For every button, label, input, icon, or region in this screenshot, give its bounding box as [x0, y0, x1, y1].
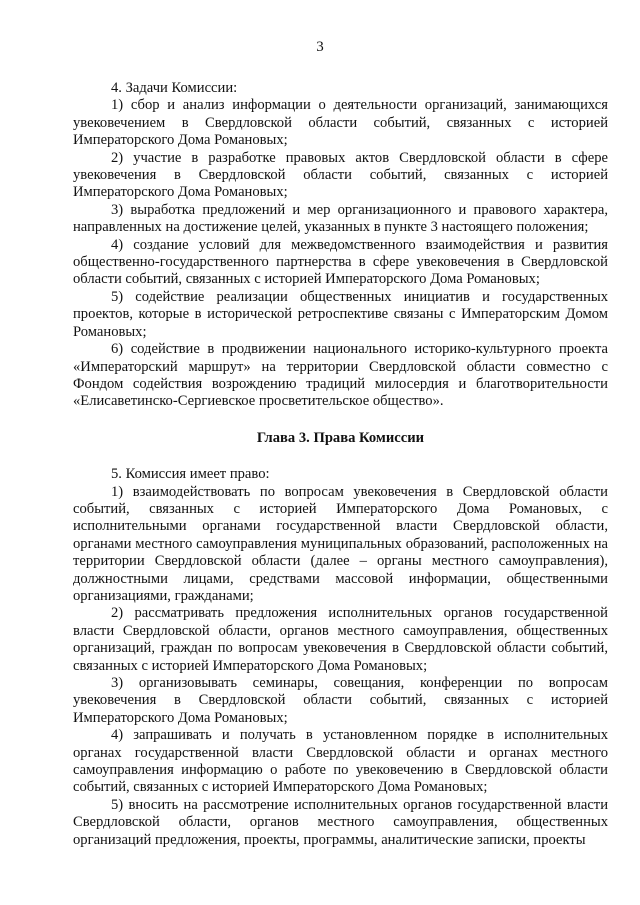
rights-intro: 5. Комиссия имеет право: — [111, 466, 270, 483]
section-4-heading: 4. Задачи Комиссии: — [111, 80, 238, 96]
task-item-5: 5) содействие реализации общественных инициатив и государственных проектов, которые в исторической ретроспективе связаны с Императорским Домом Романовых; — [73, 288, 608, 340]
document-body — [73, 80, 608, 849]
right-item-3: 3) организовывать семинары, совещания, конференции по вопросам увековечения в Свердловской области событий, связанных с историей Императорского Дома Романовых; — [73, 675, 608, 726]
task-item-3: 3) выработка предложений и мер организационного и правового характера, направленных на достижение целей, указанных в пункте 3 настоящего положения; — [73, 201, 608, 236]
right-item-5: 5) вносить на рассмотрение исполнительных органов государственной власти Свердловской области, органов местного самоуправления, общественных организаций предложения, проекты, программы, аналитические записки, проекты — [73, 796, 608, 848]
task-item-4: 4) создание условий для межведомственного взаимодействия и развития общественно-государственного партнерства в сфере увековечения в Свердловской области событий, связанных с историей Императорского Дома Романовых; — [73, 236, 608, 288]
task-item-1: 1) сбор и анализ информации о деятельности организаций, занимающихся увековечением в Свердловской области событий, связанных с историей Императорского Дома Романовых; — [73, 97, 608, 149]
page-number: 3 — [316, 39, 324, 55]
task-item-6: 6) содействие в продвижении национального историко-культурного проекта «Императорский маршрут» на территории Свердловской области совместно с Фондом содействия возрождению традиций милосердия и благотворительности «Елисаветинско-Сергиевское просветительское общество». — [73, 341, 608, 410]
chapter-3-title: Глава 3. Права Комиссии — [256, 429, 425, 446]
task-item-2: 2) участие в разработке правовых актов Свердловской области в сфере увековечения в Свердловской области событий, связанных с историей Императорского Дома Романовых; — [73, 149, 608, 201]
right-item-2: 2) рассматривать предложения исполнительных органов государственной власти Свердловской области, органов местного самоуправления, общественных организаций, граждан по вопросам увековечения в Свердловской области событий, связанных с историей Императорского Дома Романовых; — [73, 605, 608, 674]
right-item-4: 4) запрашивать и получать в установленном порядке в исполнительных органах государственной власти Свердловской области и органах местного самоуправления информацию о работе по увековечению в Свердловской области событий, связанных с историей Императорского Дома Романовых; — [73, 727, 608, 796]
right-item-1: 1) взаимодействовать по вопросам увековечения в Свердловской области событий, связанных с историей Императорского Дома Романовых, с исполнительными органами государственной власти Свердловской области, органами местного самоуправления муниципальных образований, расположенных на территории Свердловской области (далее – органы местного самоуправления), должностными лицами, средствами массовой информации, общественными организациями, гражданами; — [73, 483, 608, 604]
